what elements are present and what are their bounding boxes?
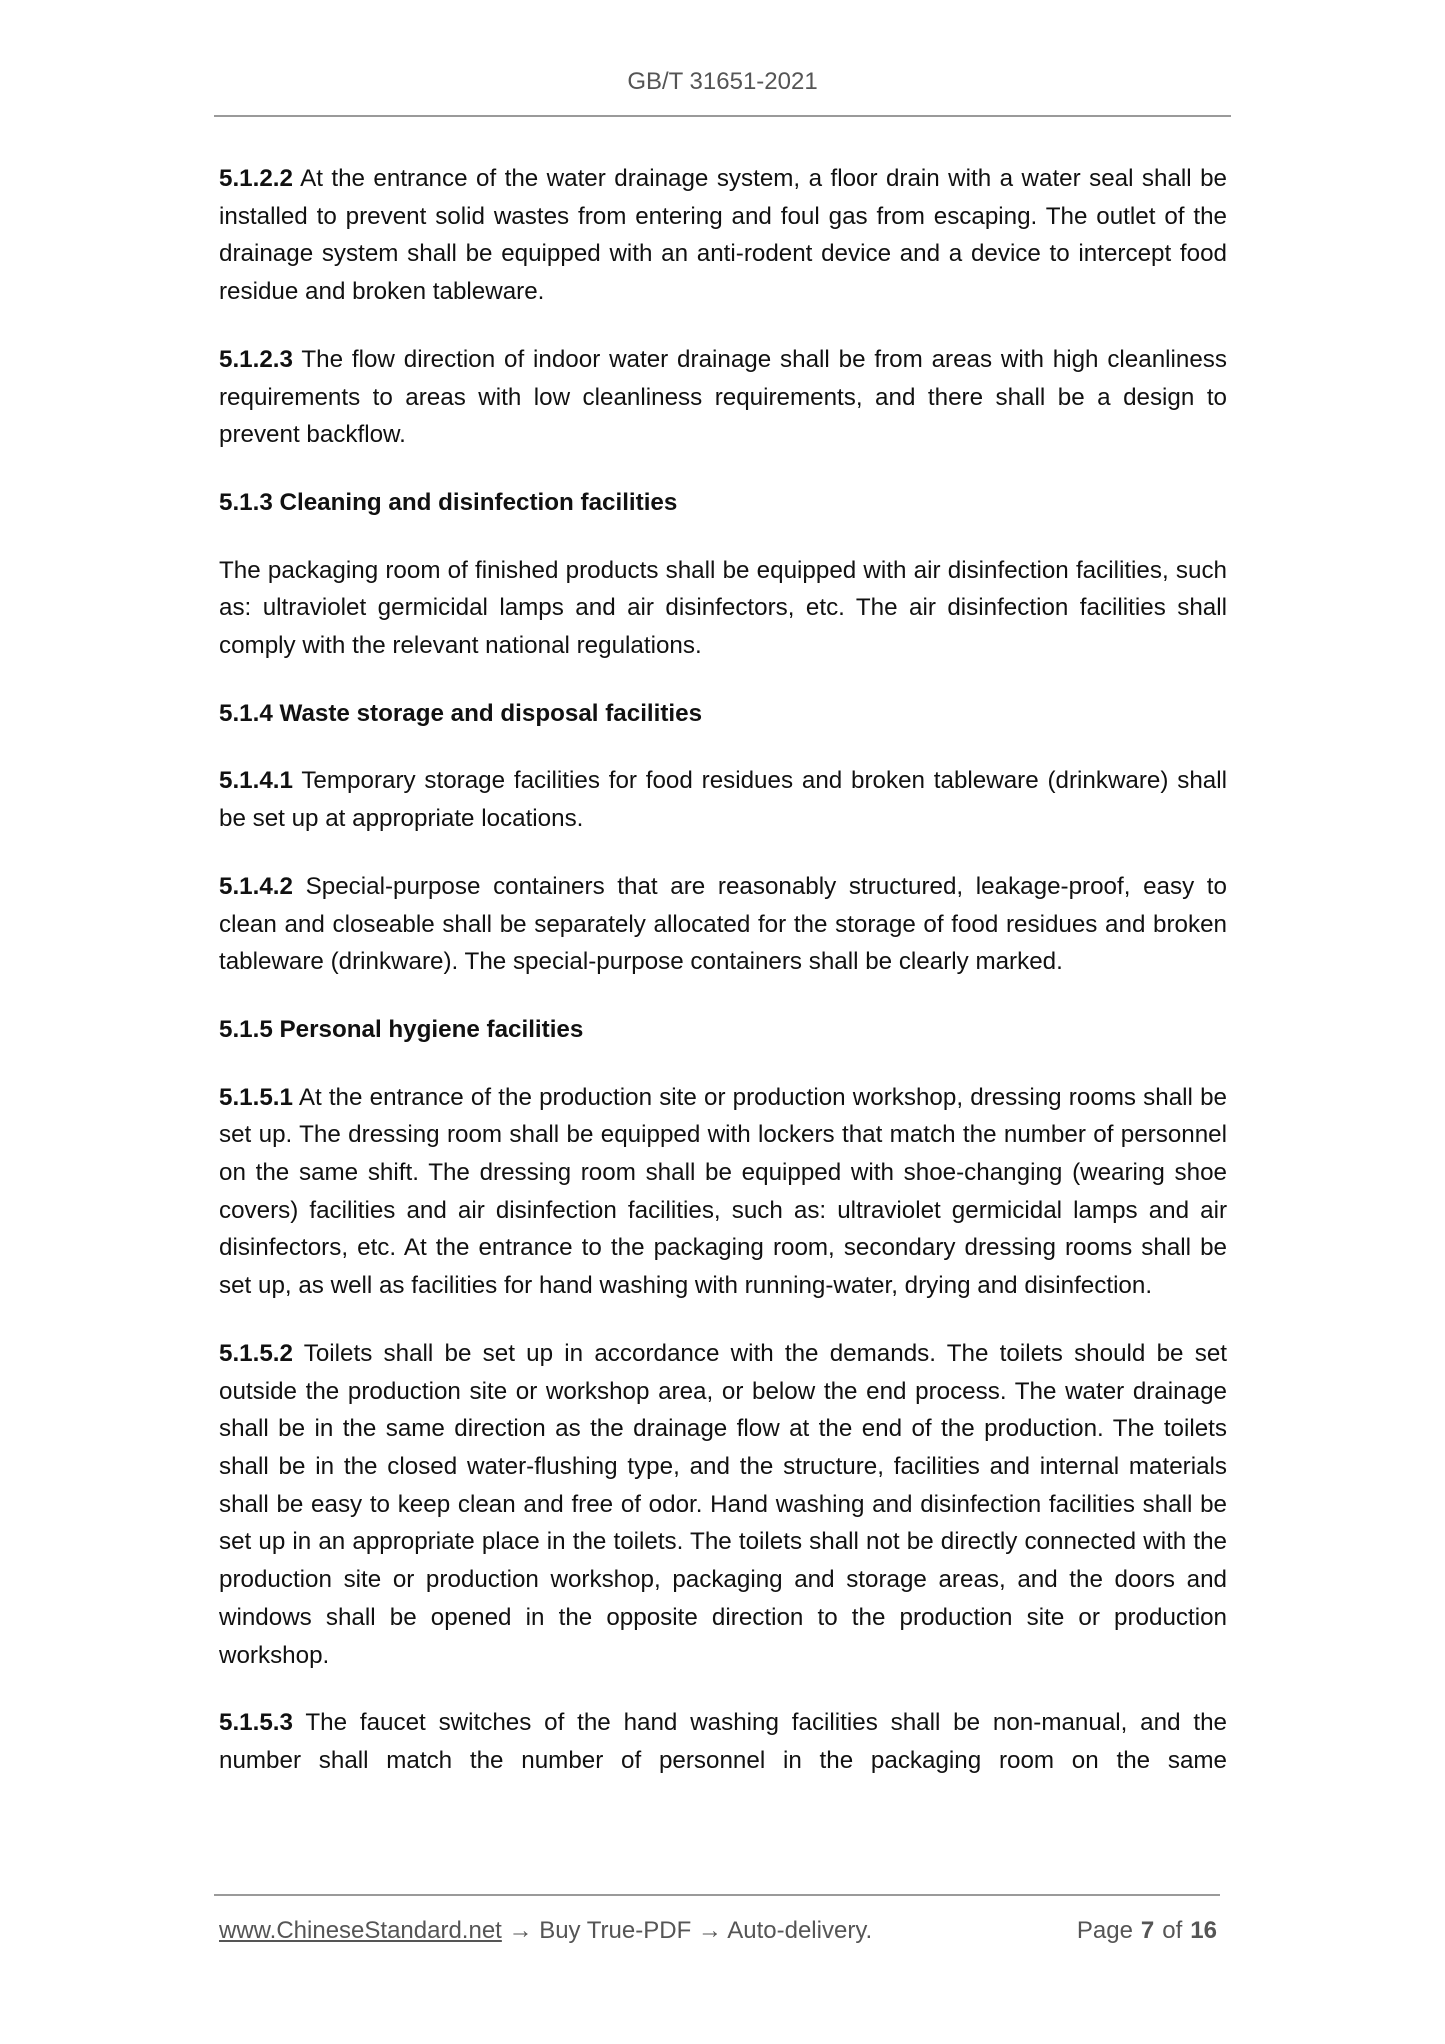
- clause-text: Special-purpose containers that are reasonably structured, leakage-proof, easy to clean and closeable shall be separately allocated for the storage of food residues and broken tableware (drinkware). The special-purpose containers shall be clearly marked.: [219, 872, 1227, 976]
- clause-text: The faucet switches of the hand washing facilities shall be non-manual, and the number shall match the number of personnel in the packaging room on the same: [219, 1709, 1227, 1774]
- total-page-count: 16: [1190, 1917, 1217, 1944]
- clause-number: 5.1.2.2: [219, 165, 293, 192]
- clause-number: 5.1.4.2: [219, 872, 293, 900]
- page-header: [0, 68, 1445, 96]
- arrow-right-icon: →: [697, 1917, 722, 1944]
- current-page-number: 7: [1140, 1917, 1155, 1944]
- clause-number: 5.1.5.2: [219, 1339, 293, 1367]
- clause-text: At the entrance of the production site or production workshop, dressing rooms shall be set up. The dressing room shall be equipped with lockers that match the number of personnel on the same shift. The dressing room shall be equipped with shoe-changing (wearing shoe covers) facilities and air disinfection facilities, such as: ultraviolet germicidal lamps and air disinfectors, etc. At the entrance to the packaging room, secondary dressing rooms shall be set up, as well as facilities for hand washing with running-water, drying and disinfection.: [219, 1083, 1227, 1300]
- clause-number: 5.1.5.1: [219, 1083, 293, 1111]
- arrow-right-icon: →: [508, 1917, 533, 1944]
- document-id: GB/T 31651-2021: [627, 68, 818, 95]
- clause-number: 5.1.4.1: [219, 767, 293, 795]
- clause-text: At the entrance of the water drainage system, a floor drain with a water seal shall be installed to prevent solid wastes from entering and foul gas from escaping. The outlet of the drainage system shall be equipped with an anti-rodent device and a device to intercept food residue and broken tableware.: [219, 165, 1227, 306]
- clause-5-1-4-1: [219, 762, 1227, 837]
- clause-text: Toilets shall be set up in accordance with the demands. The toilets should be set outside the production site or workshop area, or below the end process. The water drainage shall be in the same direction as the drainage flow at the end of the production. The toilets shall be in the closed water-flushing type, and the structure, facilities and internal materials shall be easy to keep clean and free of odor. Hand washing and disinfection facilities shall be set up in an appropriate place in the toilets. The toilets shall not be directly connected with the production site or production workshop, packaging and storage areas, and the doors and windows shall be opened in the opposite direction to the production site or production workshop.: [219, 1339, 1227, 1669]
- footer-promo: [219, 1916, 872, 1946]
- page-footer: [219, 1916, 1221, 1946]
- buy-true-pdf-text: Buy True-PDF: [539, 1917, 692, 1944]
- document-body: [219, 160, 1227, 1810]
- page-label: Page: [1076, 1917, 1133, 1944]
- header-divider: [214, 115, 1231, 117]
- clause-5-1-5-1: [219, 1079, 1227, 1305]
- auto-delivery-text: Auto-delivery.: [727, 1917, 873, 1944]
- clause-text: The flow direction of indoor water drainage shall be from areas with high cleanliness requirements to areas with low cleanliness requirements, and there shall be a design to prevent backflow.: [219, 345, 1227, 449]
- clause-text: Temporary storage facilities for food residues and broken tableware (drinkware) shall be set up at appropriate locations.: [219, 767, 1227, 833]
- clause-5-1-2-3: [219, 341, 1227, 454]
- chinesestandard-link[interactable]: www.ChineseStandard.net: [219, 1917, 502, 1944]
- clause-5-1-2-2: [219, 160, 1227, 311]
- section-heading-5-1-3: 5.1.3 Cleaning and disinfection facilities: [219, 488, 678, 516]
- of-label: of: [1162, 1917, 1183, 1944]
- footer-divider: [214, 1894, 1220, 1896]
- clause-text: The packaging room of finished products shall be equipped with air disinfection facilities, such as: ultraviolet germicidal lamps and air disinfectors, etc. The air disinfection facilities shall comply with the relevant national regulations.: [219, 556, 1227, 660]
- clause-5-1-5-3: [219, 1704, 1227, 1779]
- section-heading-5-1-5: 5.1.5 Personal hygiene facilities: [219, 1015, 584, 1043]
- clause-number: 5.1.5.3: [219, 1709, 293, 1737]
- clause-5-1-5-2: [219, 1335, 1227, 1674]
- clause-5-1-4-2: [219, 868, 1227, 981]
- clause-5-1-3-body: [219, 552, 1227, 665]
- page-indicator: [1077, 1916, 1217, 1946]
- section-heading-5-1-4: 5.1.4 Waste storage and disposal facilities: [219, 699, 703, 727]
- clause-number: 5.1.2.3: [219, 345, 293, 373]
